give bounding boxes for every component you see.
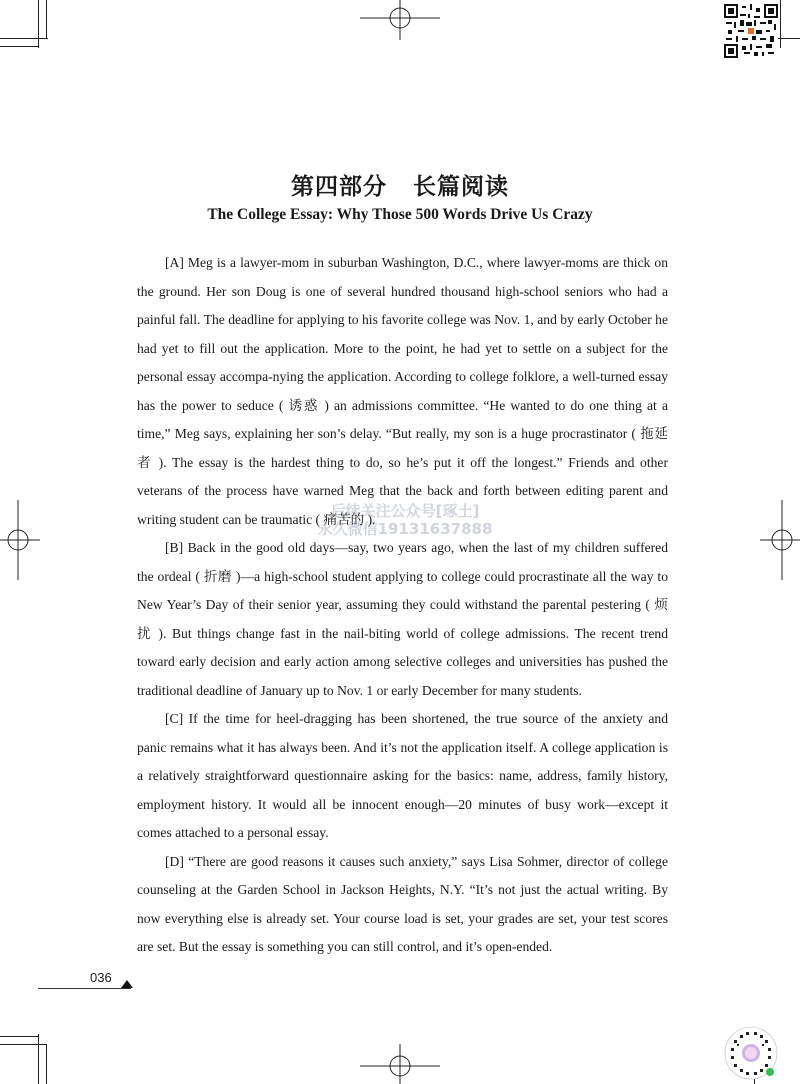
watermark	[300, 502, 510, 538]
watermark-line-2: 永久微信19131637888	[317, 520, 493, 538]
article-title: The College Essay: Why Those 500 Words Drive Us Crazy	[207, 206, 593, 223]
section-heading	[0, 168, 800, 201]
registration-target-top	[360, 0, 440, 40]
mini-program-code-icon	[724, 1026, 778, 1080]
section-heading-topic: 长篇阅读	[413, 174, 509, 200]
paragraph-b: [B] Back in the good old days—say, two years ago, when the last of my children suffered the ordeal ( 折磨 )—a high-school student applying to college could procrastinate all the way to New Year’s Day of their senior year, assuming they could withstand the parental pestering ( 烦 扰 ). But things change fast in the nail-biting world of college admissions. The recent trend toward early decision and early action among selective colleges and universities has pushed the traditional deadline of January up to Nov. 1 or early December for many students.	[137, 540, 668, 698]
page-marker-triangle-icon	[121, 980, 133, 988]
paragraph-d: [D] “There are good reasons it causes such anxiety,” says Lisa Sohmer, director of college counseling at the Garden School in Jackson Heights, N.Y. “It’s not just the actual writing. By now everything else is already set. Your course load is set, your grades are set, your test scores are set. But the essay is something you can still control, and it’s open-ended.	[137, 853, 668, 954]
article-body	[137, 249, 668, 962]
paragraph-a: [A] Meg is a lawyer-mom in suburban Washington, D.C., where lawyer-moms are thick on the ground. Her son Doug is one of several hundred thousand high-school seniors who had a painful fall. The deadline for applying to his favorite college was Nov. 1, and by early October he had yet to fill out the application. More to the point, he had yet to settle on a subject for the personal essay accompa-nying the application. According to college folklore, a well-turned essay has the power to seduce ( 诱惑 ) an admissions committee. “He wanted to do one thing at a time,” Meg says, explaining her son’s delay. “But really, my son is a huge procrastinator ( 拖延者 ). The essay is the hardest thing to do, so he’s put it off the longest.” Friends and other veterans of the process have warned Meg that the back and forth between editing parent and writing student can be traumatic ( 痛苦的 ).	[137, 255, 668, 527]
registration-target-left	[0, 500, 40, 580]
page-number-rule	[38, 988, 131, 989]
registration-target-right	[760, 500, 800, 580]
page-number: 036	[90, 970, 112, 985]
paragraph-c: [C] If the time for heel-dragging has been shortened, the true source of the anxiety and panic remains what it has always been. And it’s not the application itself. A college application is a relatively straightforward questionnaire asking for the basics: name, address, family history, employment history. It would all be innocent enough—20 minutes of busy work—except it comes attached to a personal essay.	[137, 711, 668, 840]
watermark-line-1: 后续关注公众号[琢土]	[330, 502, 480, 520]
registration-target-bottom	[360, 1044, 440, 1084]
qr-code-icon	[724, 4, 778, 58]
section-heading-part: 第四部分	[291, 174, 387, 200]
